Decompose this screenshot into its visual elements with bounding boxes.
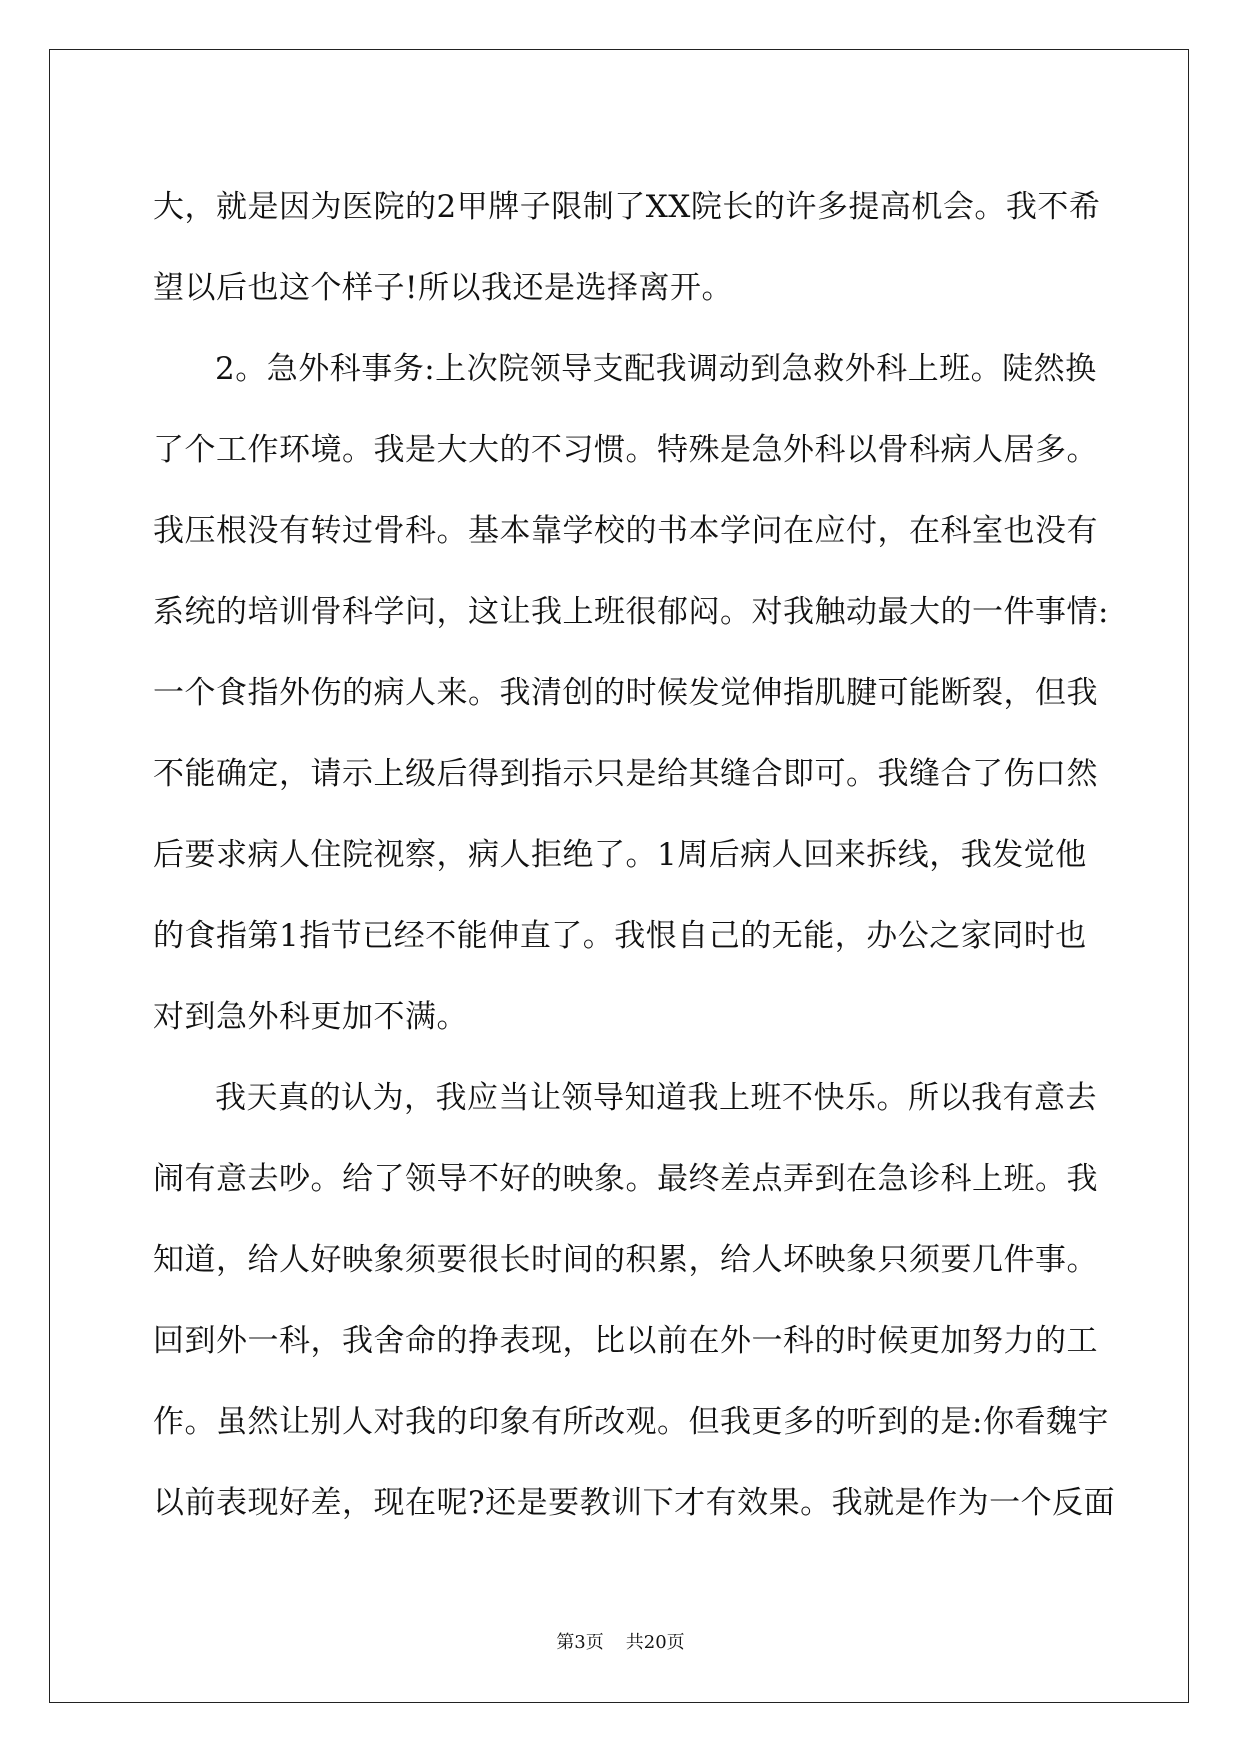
page-footer <box>0 1628 1241 1654</box>
document-body <box>153 167 1116 1544</box>
text-line: 大，就是因为医院的2甲牌子限制了XX院长的许多提高机会。我不希 <box>153 189 1101 225</box>
text-line: 以前表现好差，现在呢?还是要教训下才有效果。我就是作为一个反面 <box>153 1485 1116 1521</box>
text-line: 回到外一科，我舍命的挣表现，比以前在外一科的时候更加努力的工 <box>153 1323 1098 1359</box>
text-line: 我天真的认为，我应当让领导知道我上班不快乐。所以我有意去 <box>215 1080 1097 1116</box>
page-number: 第3页 <box>556 1632 604 1653</box>
text-line: 闹有意去吵。给了领导不好的映象。最终差点弄到在急诊科上班。我 <box>153 1161 1098 1197</box>
text-line: 后要求病人住院视察，病人拒绝了。1周后病人回来拆线，我发觉他 <box>153 837 1087 873</box>
text-line: 作。虽然让别人对我的印象有所改观。但我更多的听到的是:你看魏宇 <box>153 1404 1109 1440</box>
text-line: 2。急外科事务:上次院领导支配我调动到急救外科上班。陡然换 <box>215 351 1097 387</box>
text-line: 对到急外科更加不满。 <box>153 999 468 1035</box>
text-line: 了个工作环境。我是大大的不习惯。特殊是急外科以骨科病人居多。 <box>153 432 1098 468</box>
text-line: 系统的培训骨科学问，这让我上班很郁闷。对我触动最大的一件事情: <box>153 594 1109 630</box>
page-total: 共20页 <box>625 1632 685 1653</box>
text-line: 不能确定，请示上级后得到指示只是给其缝合即可。我缝合了伤口然 <box>153 756 1098 792</box>
text-line: 我压根没有转过骨科。基本靠学校的书本学问在应付，在科室也没有 <box>153 513 1098 549</box>
text-line: 的食指第1指节已经不能伸直了。我恨自己的无能，办公之家同时也 <box>153 918 1087 954</box>
text-line: 知道，给人好映象须要很长时间的积累，给人坏映象只须要几件事。 <box>153 1242 1098 1278</box>
text-line: 望以后也这个样子!所以我还是选择离开。 <box>153 270 733 306</box>
text-line: 一个食指外伤的病人来。我清创的时候发觉伸指肌腱可能断裂，但我 <box>153 675 1098 711</box>
